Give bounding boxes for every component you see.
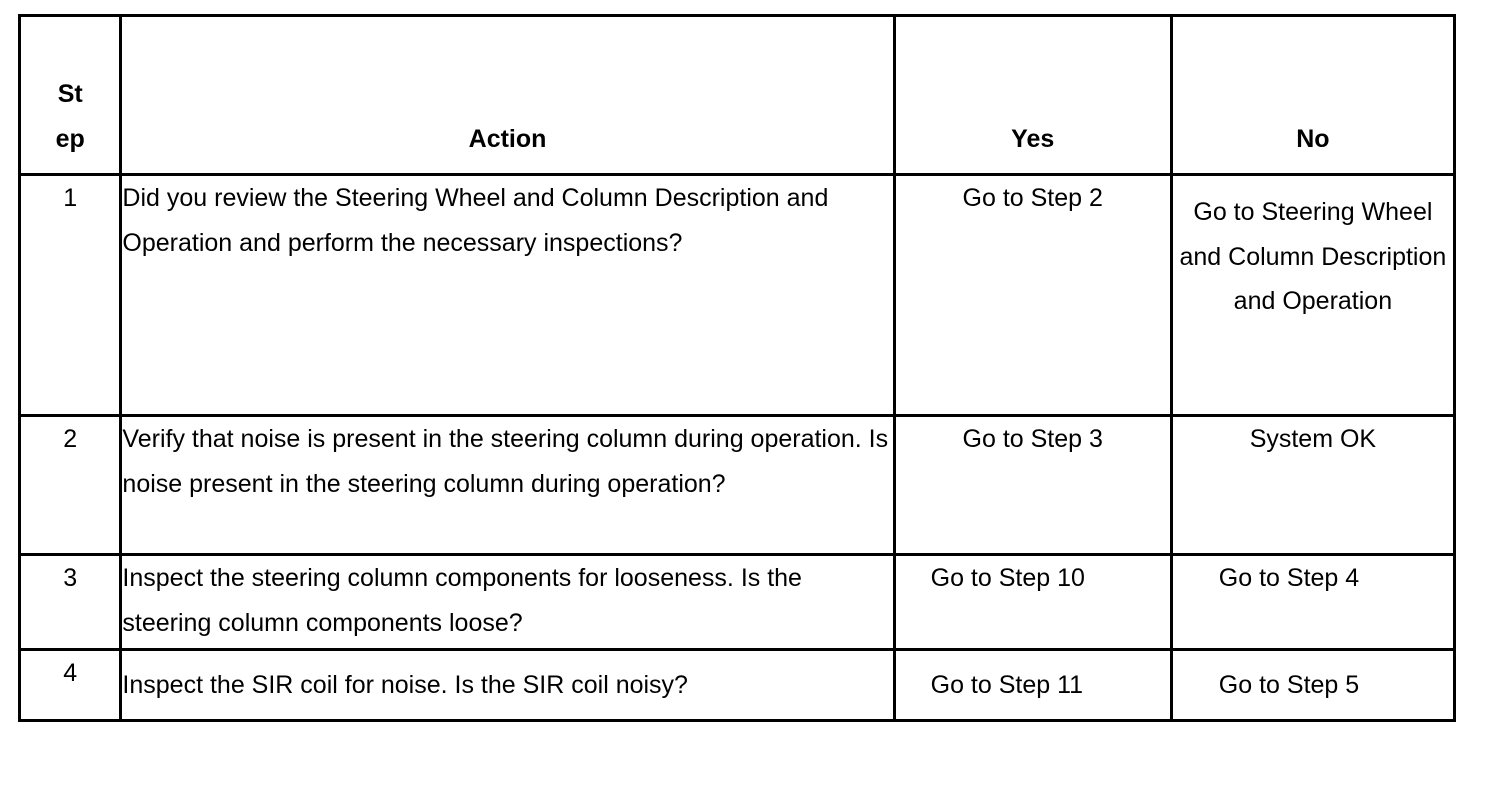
yes-result: Go to Step 3 bbox=[894, 416, 1171, 555]
no-result: Go to Step 4 bbox=[1171, 555, 1454, 650]
step-number: 1 bbox=[20, 175, 121, 416]
no-result: System OK bbox=[1171, 416, 1454, 555]
step-number: 2 bbox=[20, 416, 121, 555]
action-text: Verify that noise is present in the steering column during operation. Is noise present in the steering column during operation? bbox=[121, 416, 894, 555]
header-step-line2: ep bbox=[55, 124, 85, 153]
table-row bbox=[20, 175, 1455, 416]
yes-result: Go to Step 11 bbox=[894, 650, 1171, 721]
header-action: Action bbox=[121, 16, 894, 175]
action-text: Did you review the Steering Wheel and Column Description and Operation and perform the necessary inspections? bbox=[121, 175, 894, 416]
header-step-line1: St bbox=[57, 80, 83, 108]
step-number: 3 bbox=[20, 555, 121, 650]
no-result: Go to Step 5 bbox=[1171, 650, 1454, 721]
table-row bbox=[20, 555, 1455, 650]
step-number: 4 bbox=[20, 650, 121, 721]
action-text: Inspect the SIR coil for noise. Is the SIR coil noisy? bbox=[121, 650, 894, 721]
table-header-row bbox=[20, 16, 1455, 175]
no-result: Go to Steering Wheel and Column Description and Operation bbox=[1171, 175, 1454, 416]
yes-result: Go to Step 10 bbox=[894, 555, 1171, 650]
table-row bbox=[20, 650, 1455, 721]
yes-result: Go to Step 2 bbox=[894, 175, 1171, 416]
diagnostic-table bbox=[18, 14, 1456, 722]
header-step bbox=[20, 16, 121, 175]
action-text: Inspect the steering column components for looseness. Is the steering column components loose? bbox=[121, 555, 894, 650]
header-yes: Yes bbox=[894, 16, 1171, 175]
table-row bbox=[20, 416, 1455, 555]
header-no: No bbox=[1171, 16, 1454, 175]
